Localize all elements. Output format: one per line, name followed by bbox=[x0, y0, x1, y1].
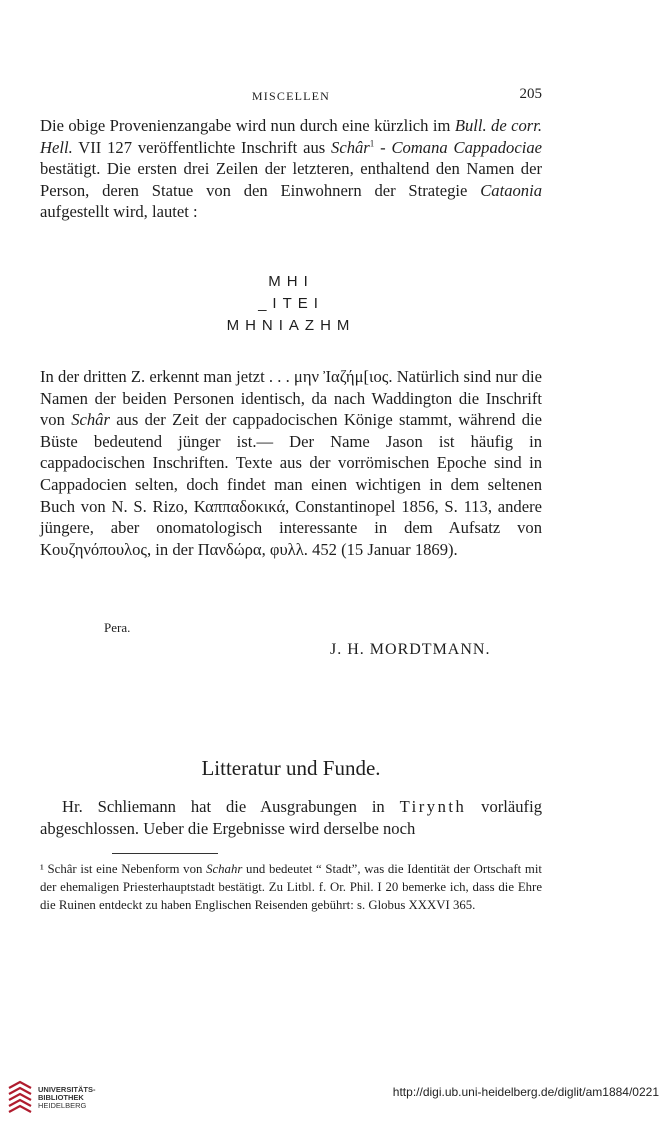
running-title: MISCELLEN bbox=[251, 89, 331, 103]
place-comana: Comana Cappadociae bbox=[391, 137, 542, 157]
paragraph-literature: Hr. Schliemann hat die Ausgrabungen in Tirynth vorläufig abgeschlossen. Ueber die Ergebnisse wird derselbe noch bbox=[40, 797, 542, 838]
source-url[interactable]: http://digi.ub.uni-heidelberg.de/diglit/am1884/0221 bbox=[392, 1085, 659, 1099]
library-name: UNIVERSITÄTS- BIBLIOTHEK HEIDELBERG bbox=[38, 1085, 96, 1111]
place-schar: Schâr bbox=[331, 137, 370, 157]
footnote-divider bbox=[112, 853, 218, 854]
journal-title: Bull. de corr. Hell. bbox=[40, 116, 542, 157]
paragraph-provenance: Die obige Provenienzangabe wird nun durch eine kürzlich im Bull. de corr. Hell. VII 127 veröffentlichte Inschrift aus Schâr$^1$ - Comana Cappadociae bestätigt. Die ersten drei Zeilen der letzteren, enthaltend den Namen der Person, deren Statue von den Einwohnern der Strategie Cataonia aufgestellt wird, lautet : bbox=[40, 116, 542, 222]
page-number: 205 bbox=[519, 86, 542, 102]
ub-heidelberg-logo-icon bbox=[6, 1080, 34, 1114]
footnote-marker: 1 bbox=[369, 138, 375, 149]
signature-name: J. H. MORDTMANN. bbox=[330, 641, 491, 658]
inscription-line-3: MHNIAZHM bbox=[226, 317, 356, 334]
section-title: Litteratur und Funde. bbox=[201, 756, 381, 780]
signature-place: Pera. bbox=[104, 620, 131, 635]
running-header bbox=[40, 86, 542, 106]
paragraph-analysis: In der dritten Z. erkennt man jetzt . . . μην Ἰαζήμ[ιος. Natürlich sind nur die Namen der beiden Personen identisch, da nach Waddington die Inschrift von Schâr aus der Zeit der cappadocischen Könige stammt, während die Büste bedeutend jünger ist.— Der Name Jason ist häufig in cappadocischen Inschriften. Texte aus der vorrömischen Epoche sind in Cappadocien selten, doch findet man einen wichtigen in dem seltenen Buch von N. S. Rizo, Καππαδοκικά, Constantinopel 1856, S. 113, andere jüngere, aber onomatologisch interessante in dem Aufsatz von Κουζηνόπουλος, in der Πανδώρα, φυλλ. 452 (15 Januar 1869). bbox=[40, 367, 542, 559]
footnote: ¹ Schâr ist eine Nebenform von Schahr und bedeutet “ Stadt”, was die Identität der Ortschaft mit der ehemaligen Priesterhauptstadt bestätigt. Zu Litbl. f. Or. Phil. I 20 bemerke ich, dass die Ehre die Ruinen entdeckt zu haben Englischen Reisenden gebührt: s. Globus XXXVI 365. bbox=[40, 862, 542, 912]
place-tiryns: Tirynth bbox=[399, 797, 467, 816]
inscription-line-2: _ITEI bbox=[258, 295, 324, 312]
place-schar-2: Schâr bbox=[71, 410, 110, 430]
place-cataonia: Cataonia bbox=[480, 180, 542, 200]
page-footer bbox=[0, 1072, 667, 1127]
inscription-line-1: MHI bbox=[268, 273, 314, 290]
footnote-mark: ¹ bbox=[40, 862, 44, 876]
